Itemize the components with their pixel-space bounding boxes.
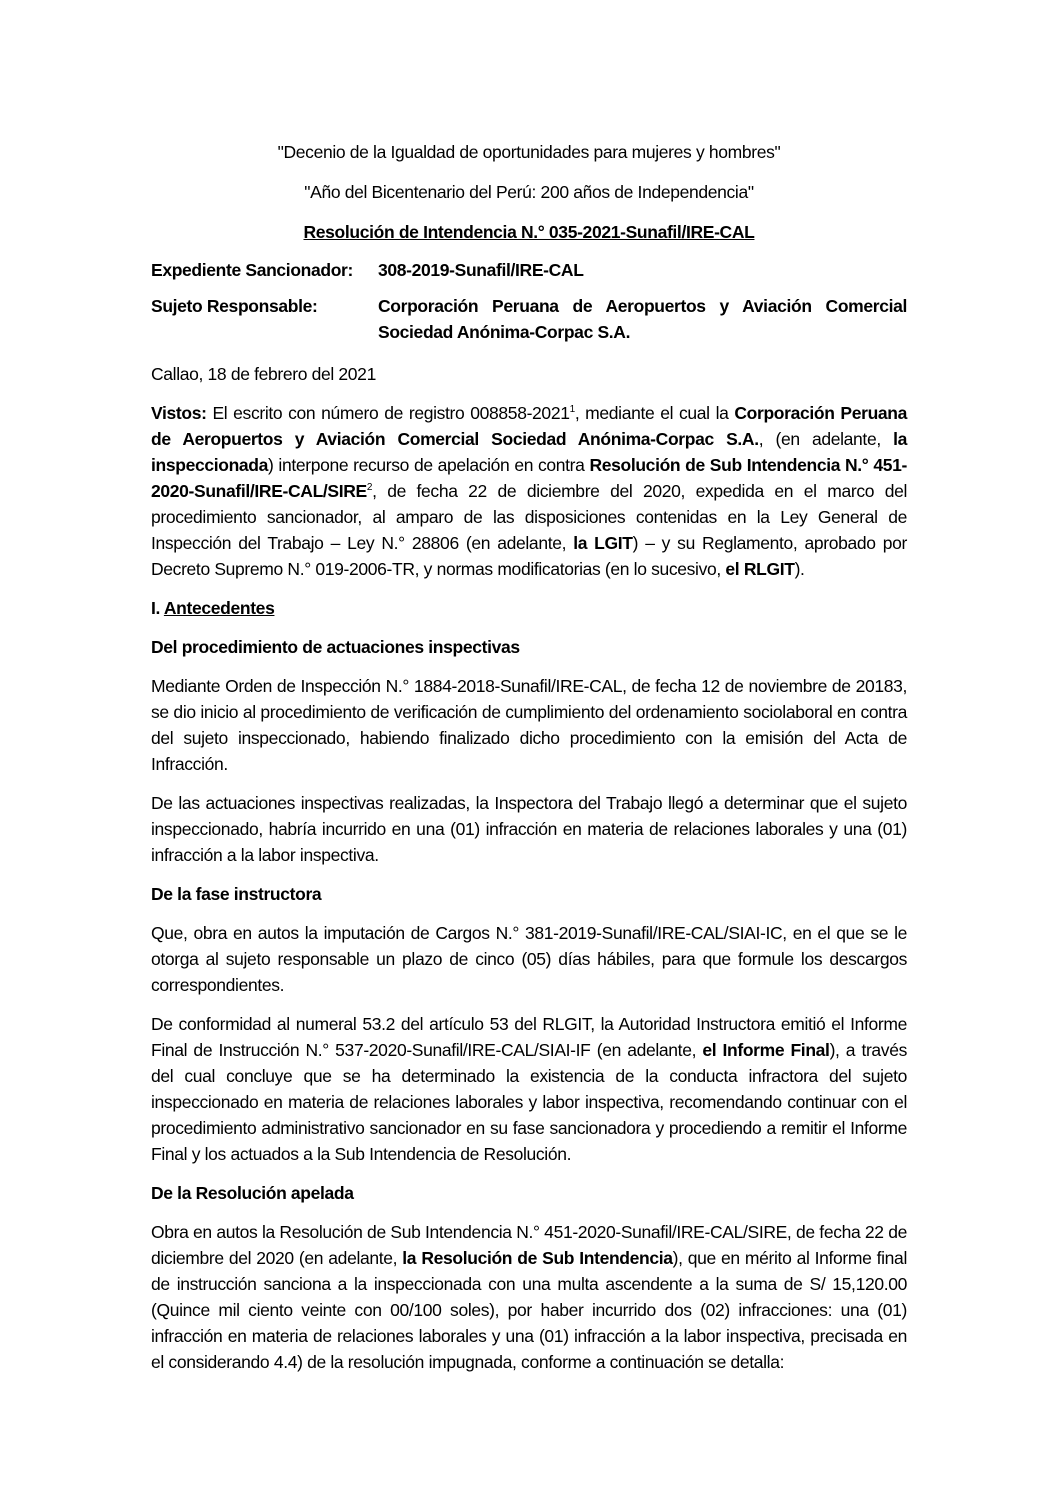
expediente-label: Expediente Sancionador: <box>151 260 353 280</box>
footnote-ref-2: 2 <box>366 482 373 494</box>
year-motto: "Año del Bicentenario del Perú: 200 años de Independencia" <box>304 182 754 202</box>
resolution-title-text: Resolución de Intendencia N.° 035-2021-Sunafil/IRE-CAL <box>303 222 755 242</box>
sujeto-value: Corporación Peruana de Aeropuertos y Aviación Comercial Sociedad Anónima-Corpac S.A. <box>378 296 907 342</box>
section-title: Antecedentes <box>163 598 275 618</box>
sujeto-row <box>151 293 907 345</box>
sujeto-label: Sujeto Responsable: <box>151 296 318 316</box>
paragraph-resolucion-apelada: Obra en autos la Resolución de Sub Intendencia N.° 451-2020-Sunafil/IRE-CAL/SIRE, de fecha 22 de diciembre del 2020 (en adelante, la Resolución de Sub Intendencia), que en mérito al Informe final de instrucción sanciona a la inspeccionada con una multa ascendente a la suma de S/ 15,120.00 (Quince mil ciento veinte con 00/100 soles), por haber incurrido dos (02) infracciones: una (01) infracción en materia de relaciones laborales y una (01) infracción a la labor inspectiva, precisada en el considerando 4.4) de la resolución impugnada, conforme a continuación se detalla: <box>151 1222 907 1372</box>
subheading-fase-instructora: De la fase instructora <box>151 884 322 904</box>
section-heading-antecedentes: I. Antecedentes <box>151 598 275 618</box>
paragraph-imputacion: Que, obra en autos la imputación de Cargos N.° 381-2019-Sunafil/IRE-CAL/SIAI-IC, en el que se le otorga al sujeto responsable un plazo de cinco (05) días hábiles, para que formule los descargos correspondientes. <box>151 923 907 995</box>
expediente-row <box>151 257 907 283</box>
subheading-resolucion-apelada: De la Resolución apelada <box>151 1183 354 1203</box>
paragraph-informe-final: De conformidad al numeral 53.2 del artículo 53 del RLGIT, la Autoridad Instructora emitió el Informe Final de Instrucción N.° 537-2020-Sunafil/IRE-CAL/SIAI-IF (en adelante, el Informe Final), a través del cual concluye que se ha determinado la existencia de la conducta infractora del sujeto inspeccionado en materia de relaciones laborales y labor inspectiva, recomendando continuar con el procedimiento administrativo sancionador en su fase sancionadora y procediendo a remitir el Informe Final y los actuados a la Sub Intendencia de Resolución. <box>151 1014 907 1164</box>
vistos-paragraph: Vistos: El escrito con número de registro 008858-2021$^1$, mediante el cual la Corporación Peruana de Aeropuertos y Aviación Comercial Sociedad Anónima-Corpac S.A., (en adelante, la inspeccionada) interpone recurso de apelación en contra Resolución de Sub Intendencia N.° 451-2020-Sunafil/IRE-CAL/SIRE$^2$, de fecha 22 de diciembre del 2020, expedida en el marco del procedimiento sancionador, al amparo de las disposiciones contenidas en la Ley General de Inspección del Trabajo – Ley N.° 28806 (en adelante, la LGIT) – y su Reglamento, aprobado por Decreto Supremo N.° 019-2006-TR, y normas modificatorias (en lo sucesivo, el RLGIT). <box>151 403 908 579</box>
expediente-value: 308-2019-Sunafil/IRE-CAL <box>378 260 584 280</box>
vistos-label: Vistos: <box>151 403 207 423</box>
paragraph-orden-inspeccion: Mediante Orden de Inspección N.° 1884-2018-Sunafil/IRE-CAL, de fecha 12 de noviembre de 20183, se dio inicio al procedimiento de verificación de cumplimiento del ordenamiento sociolaboral en contra del sujeto inspeccionado, habiendo finalizado dicho procedimiento con la emisión del Acta de Infracción. <box>151 676 907 774</box>
resolution-title <box>151 219 907 245</box>
date-line: Callao, 18 de febrero del 2021 <box>151 364 376 384</box>
footnote-ref-1: 1 <box>569 404 575 416</box>
subheading-actuaciones: Del procedimiento de actuaciones inspectivas <box>151 637 520 657</box>
paragraph-actuaciones: De las actuaciones inspectivas realizadas, la Inspectora del Trabajo llegó a determinar que el sujeto inspeccionado, habría incurrido en una (01) infracción en materia de relaciones laborales y una (01) infracción a la labor inspectiva. <box>151 793 907 865</box>
decade-motto: "Decenio de la Igualdad de oportunidades para mujeres y hombres" <box>277 142 781 162</box>
document-body <box>151 139 907 1375</box>
